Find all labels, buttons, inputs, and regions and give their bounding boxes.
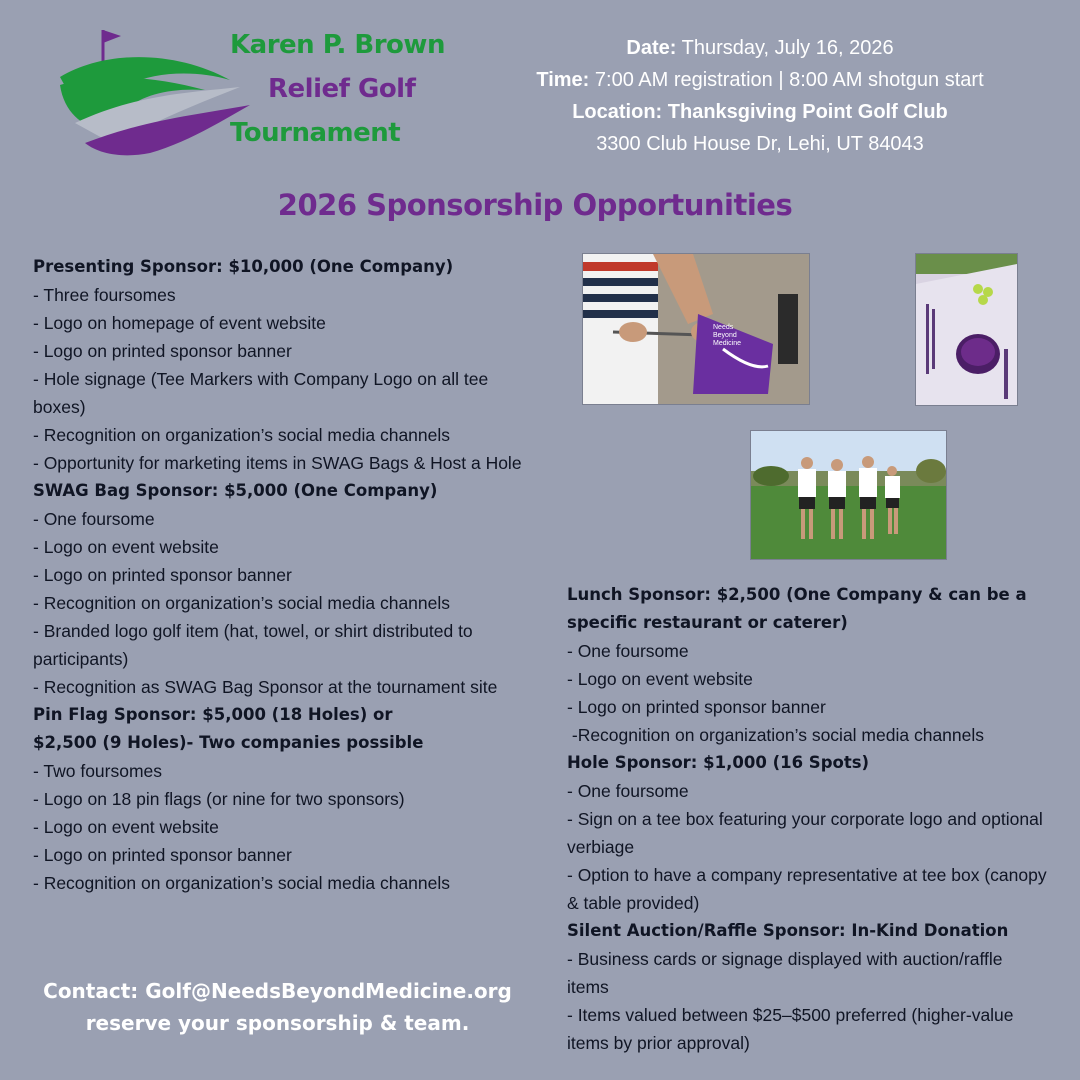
golf-team-image-icon — [751, 431, 946, 559]
list-item: - One foursome — [567, 781, 689, 801]
hole-sponsor-title: Hole Sponsor: $1,000 (16 Spots) — [567, 753, 870, 772]
list-item: - Three foursomes — [33, 285, 176, 305]
list-item: - Logo on event website — [567, 669, 753, 689]
list-item: - One foursome — [567, 641, 689, 661]
contact-email[interactable]: Contact: Golf@NeedsBeyondMedicine.org — [43, 979, 512, 1003]
list-item: - Recognition as SWAG Bag Sponsor at the tournament site — [33, 677, 498, 697]
pin-flag-sponsor-title-line1: Pin Flag Sponsor: $5,000 (18 Holes) or — [33, 705, 393, 724]
contact-block — [30, 975, 525, 1039]
photo-golf-team — [750, 430, 947, 560]
list-item: - Logo on printed sponsor banner — [33, 845, 292, 865]
list-item: - Logo on 18 pin flags (or nine for two sponsors) — [33, 789, 405, 809]
swag-table-image-icon — [916, 254, 1017, 405]
list-item: - Recognition on organization’s social media channels — [33, 425, 451, 445]
list-item: - Branded logo golf item (hat, towel, or shirt distributed to participants) — [33, 621, 473, 669]
list-item: - Logo on printed sponsor banner — [567, 697, 826, 717]
logo-title-line1: Karen P. Brown — [230, 30, 445, 60]
list-item: - Logo on printed sponsor banner — [33, 341, 292, 361]
tournament-logo — [55, 25, 465, 160]
list-item: - Hole signage (Tee Markers with Company Logo on all tee boxes) — [33, 369, 489, 417]
page-title: 2026 Sponsorship Opportunities — [277, 188, 793, 222]
towel-text-2: Beyond — [713, 332, 737, 339]
presenting-sponsor-title: Presenting Sponsor: $10,000 (One Company) — [33, 257, 454, 276]
pin-flag-sponsor-title-line2: $2,500 (9 Holes)- Two companies possible — [33, 733, 424, 752]
event-time: Time: 7:00 AM registration | 8:00 AM shotgun start — [536, 69, 984, 91]
list-item: - Logo on printed sponsor banner — [33, 565, 292, 585]
list-item: - Business cards or signage displayed with auction/raffle items — [567, 949, 1003, 997]
event-date: Date: Thursday, July 16, 2026 — [626, 37, 894, 59]
list-item: - Option to have a company representative at tee box (canopy & table provided) — [567, 865, 1047, 913]
list-item: - Opportunity for marketing items in SWAG Bags & Host a Hole — [33, 453, 522, 473]
auction-sponsor-title: Silent Auction/Raffle Sponsor: In-Kind Donation — [567, 921, 1009, 940]
lunch-sponsor-title: Lunch Sponsor: $2,500 (One Company & can be a specific restaurant or caterer) — [567, 585, 1027, 632]
logo-title-line2: Relief Golf — [268, 74, 416, 104]
towel-text-3: Medicine — [713, 340, 742, 347]
event-address: 3300 Club House Dr, Lehi, UT 84043 — [596, 133, 924, 155]
list-item: - Recognition on organization’s social media channels — [33, 873, 451, 893]
photo-swag-table — [915, 253, 1018, 406]
list-item: - One foursome — [33, 509, 155, 529]
towel-text-1: Needs — [713, 324, 734, 331]
list-item: -Recognition on organization’s social media channels — [567, 725, 985, 745]
event-location: Location: Thanksgiving Point Golf Club — [572, 101, 948, 123]
contact-cta: reserve your sponsorship & team. — [85, 1011, 470, 1035]
golfer-towel-image-icon — [583, 254, 809, 404]
list-item: - Sign on a tee box featuring your corporate logo and optional verbiage — [567, 809, 1043, 857]
list-item: - Recognition on organization’s social media channels — [33, 593, 451, 613]
logo-title-line3: Tournament — [230, 118, 401, 148]
sponsorship-list-right — [567, 581, 1047, 1057]
photo-golfer-towel — [582, 253, 810, 405]
list-item: - Logo on event website — [33, 817, 219, 837]
list-item: - Logo on homepage of event website — [33, 313, 326, 333]
list-item: - Items valued between $25–$500 preferred (higher-value items by prior approval) — [567, 1005, 1014, 1053]
list-item: - Logo on event website — [33, 537, 219, 557]
sponsorship-list-left — [33, 253, 538, 897]
list-item: - Two foursomes — [33, 761, 163, 781]
event-info — [480, 32, 1040, 160]
swag-sponsor-title: SWAG Bag Sponsor: $5,000 (One Company) — [33, 481, 438, 500]
